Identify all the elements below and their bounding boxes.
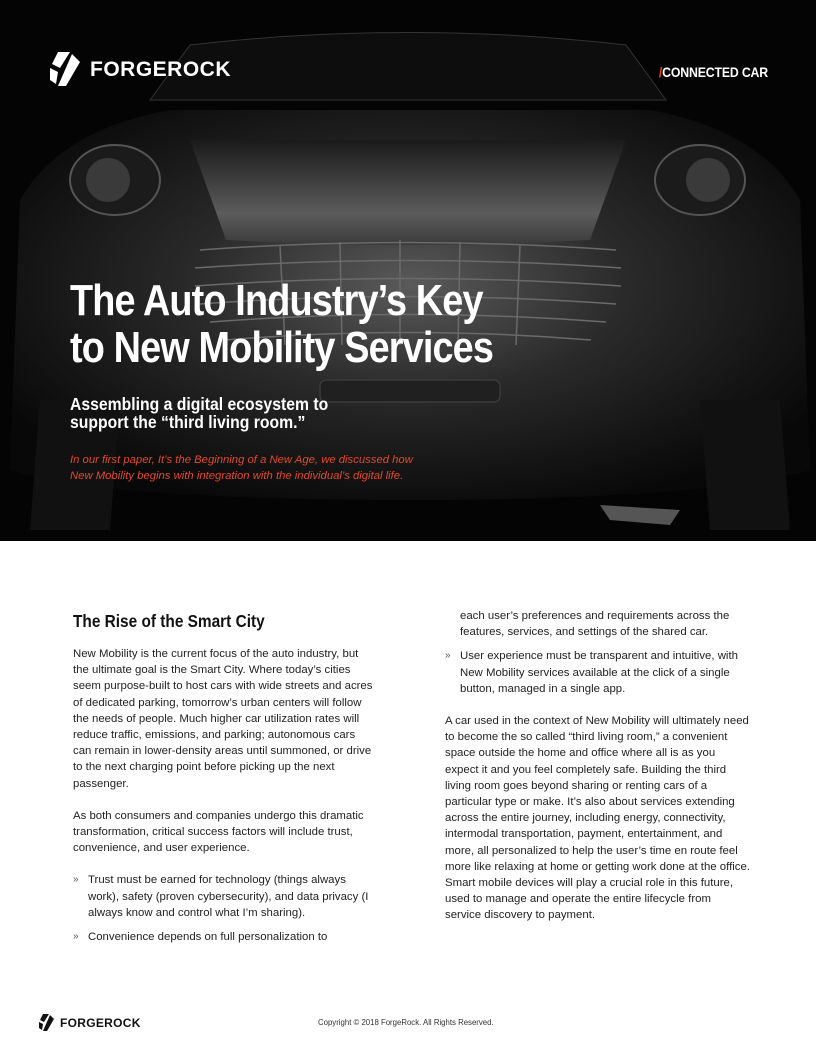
brand-name: FORGEROCK bbox=[90, 58, 231, 81]
list-item: » User experience must be transparent and intuitive, with New Mobility services available at the click of a single button, managed in a single app. bbox=[445, 650, 738, 695]
paragraph: New Mobility is the current focus of the auto industry, but the ultimate goal is the Smart City. Where today’s cities seem purpose-built to host cars with wide streets and acres of dedicated parking, tomorrow’s urban centers will follow the needs of people. Much higher car utilization rates will reduce traffic, emissions, and parking; autonomous cars can remain in lower-density areas until summoned, or drive to the next charging point before picking up the next passenger. bbox=[73, 648, 373, 790]
bullet-list bbox=[73, 872, 373, 945]
list-item: » Trust must be earned for technology (things always work), safety (proven cybersecurity), and data privacy (I always know and control what I’m sharing). bbox=[73, 874, 369, 919]
bullet-chevron-icon: » bbox=[73, 874, 79, 886]
document-title: The Auto Industry’s Key to New Mobility Services bbox=[70, 276, 494, 372]
document-subtitle: Assembling a digital ecosystem to support the “third living room.” bbox=[70, 394, 329, 432]
footer-logo bbox=[38, 1013, 141, 1033]
list-item: » Convenience depends on full personalization to bbox=[73, 929, 373, 945]
section-tag: /CONNECTED CAR bbox=[658, 64, 768, 80]
bullet-list bbox=[445, 648, 750, 697]
footer-brand-name: FORGEROCK bbox=[60, 1016, 141, 1030]
forgerock-mark-icon bbox=[48, 50, 84, 90]
bullet-chevron-icon: » bbox=[73, 931, 79, 943]
left-column bbox=[73, 610, 373, 953]
copyright-notice: Copyright © 2018 ForgeRock. All Rights Reserved. bbox=[318, 1018, 494, 1027]
right-column bbox=[445, 608, 750, 940]
intro-text: In our first paper, It’s the Beginning of a New Age, we discussed how New Mobility begins with integration with the individual’s digital life. bbox=[70, 454, 413, 482]
paragraph: As both consumers and companies undergo this dramatic transformation, critical success factors will include trust, convenience, and user experience. bbox=[73, 809, 364, 855]
bullet-chevron-icon: » bbox=[445, 650, 451, 662]
list-item-continuation: each user’s preferences and requirements across the features, services, and settings of the shared car. bbox=[460, 610, 730, 639]
section-heading: The Rise of the Smart City bbox=[73, 611, 265, 631]
paragraph: A car used in the context of New Mobility will ultimately need to become the so called “third living room,” a convenient space outside the home and office where all is as you expect it and you feel completely safe. Building the third living room goes beyond sharing or renting cars of a particular type or make. It’s also about services extending across the entire journey, including energy, connectivity, intermodal transportation, payment, entertainment, and more, all personalized to help the user’s time en route feel more like relaxing at home or getting work done at the office. Smart mobile devices will play a crucial role in this future, used to manage and operate the entire lifecycle from service discovery to payment. bbox=[445, 715, 750, 922]
forgerock-logo bbox=[48, 50, 231, 90]
forgerock-mark-icon bbox=[38, 1013, 56, 1033]
